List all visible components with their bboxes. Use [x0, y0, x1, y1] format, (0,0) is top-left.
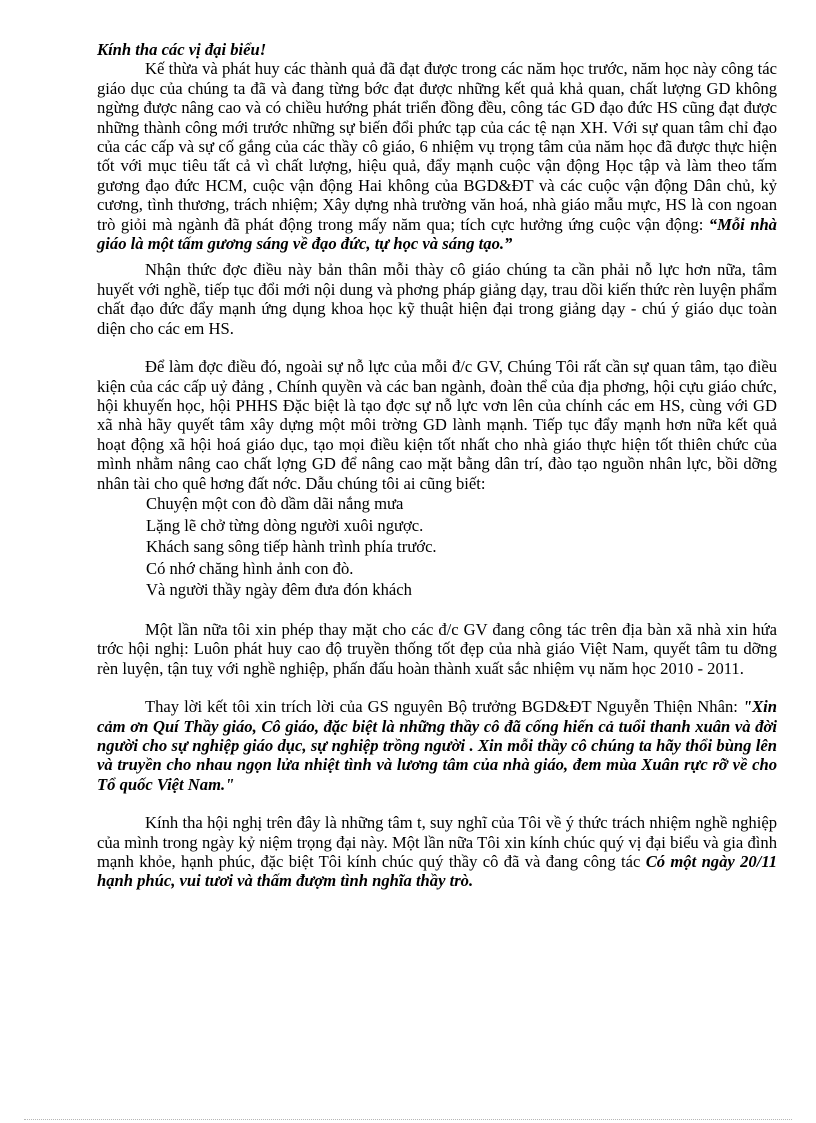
poem-line: Chuyện một con đò dầm dãi nắng mưa [146, 493, 404, 513]
paragraph-intro [97, 59, 777, 253]
document-page [97, 40, 777, 891]
paragraph-quote-text: Thay lời kết tôi xin trích lời của GS nguyên Bộ trưởng BGD&ĐT Nguyễn Thiện Nhân: [145, 697, 743, 717]
paragraph-support: Để làm đợc điều đó, ngoài sự nỗ lực của mỗi đ/c GV, Chúng Tôi rất cần sự quan tâm, tạo điều kiện của các cấp uỷ đảng , Chính quyền và các ban ngành, đoàn thể của địa phơng, hội cựu giáo chức, hội khuyến học, hội PHHS Đặc biệt là tạo đợc sự nỗ lực vơn lên của chính các em HS, cùng với GD xã nhà hãy quyết tâm xây dựng một môi trờng GD lành mạnh. Tiếp tục đẩy mạnh hơn nữa kết quả hoạt động xã hội hoá giáo dục, tạo mọi điều kiện tốt nhất cho nhà giáo thực hiện tốt thiên chức của mình nhằm nâng cao chất lợng GD để nâng cao mặt bằng dân trí, đào tạo nguồn nhân lực, bồi dỡng nhân tài cho quê hơng đất nớc. Dẫu chúng tôi ai cũng biết: [97, 357, 777, 493]
poem-line: Lặng lẽ chở từng dòng người xuôi ngược. [146, 515, 424, 535]
campaign-slogan: “Mỗi nhà giáo là một tấm gương sáng về đạo đức, tự học và sáng tạo.” [97, 214, 777, 254]
paragraph-closing [97, 813, 777, 891]
greeting: Kính tha các vị đại biểu! [97, 40, 267, 59]
poem-line: Và người thầy ngày đêm đưa đón khách [146, 580, 412, 600]
poem-line: Khách sang sông tiếp hành trình phía trước. [146, 537, 437, 557]
poem-block [146, 493, 777, 601]
paragraph-pledge: Một lần nữa tôi xin phép thay mặt cho các đ/c GV đang công tác trên địa bàn xã nhà xin hứa trớc hội nghị: Luôn phát huy cao độ truyền thống tốt đẹp của nhà giáo Việt Nam, quyết tâm tu dỡng rèn luyện, tận tuỵ với nghề nghiệp, phấn đấu hoàn thành xuất sắc nhiệm vụ năm học 2010 - 2011. [97, 619, 777, 678]
poem-line: Có nhớ chăng hình ảnh con đò. [146, 558, 354, 578]
paragraph-intro-text: Kế thừa và phát huy các thành quả đã đạt được trong các năm học trước, năm học này công tác giáo dục của chúng ta đã và đang từng bớc đạt được những kết quả khả quan, chất lượng GD không ngừng được nâng cao và có chiều hướng phát triển đồng đều, công tác GD đạo đức HS cũng đạt được những thành công mới trước những sự biến đổi phức tạp của các tệ nạn XH. Với sự quan tâm chỉ đạo của các cấp và sự cố gắng của các thầy cô giáo, 6 nhiệm vụ trọng tâm của năm học đã được thực hiện tốt với mục tiêu tất cả vì chất lượng, hiệu quả, đẩy mạnh cuộc vận động Học tập và làm theo tấm gương đạo đức HCM, cuộc vận động Hai không của BGD&ĐT và các cuộc vận động Dân chủ, kỷ cương, tình thương, trách nhiệm; Xây dựng nhà trường văn hoá, nhà giáo mẫu mực, HS là con ngoan trò giỏi mà ngành đã phát động trong mấy năm qua; tích cực hưởng ứng cuộc vận động: [97, 59, 777, 234]
page-bottom-divider [24, 1119, 792, 1120]
closing-wish: Có một ngày 20/11 hạnh phúc, vui tươi và thấm đượm tình nghĩa thầy trò. [97, 851, 777, 891]
minister-quote: "Xin cảm ơn Quí Thầy giáo, Cô giáo, đặc biệt là những thầy cô đã cống hiến cả tuổi thanh xuân và đời người cho sự nghiệp giáo dục, sự nghiệp trồng người . Xin mỗi thầy cô chúng ta hãy thổi bùng lên và truyền cho nhau ngọn lửa nhiệt tình và lương tâm của nhà giáo, đem mùa Xuân rực rỡ về cho Tổ quốc Việt Nam." [97, 697, 777, 794]
paragraph-awareness: Nhận thức đợc điều này bản thân mỗi thày cô giáo chúng ta cần phải nỗ lực hơn nữa, tâm huyết với nghề, tiếp tục đổi mới nội dung và phơng pháp giảng dạy, trau dồi kiến thức rèn luyện phẩm chất đạo đức đẩy mạnh ứng dụng khoa học kỹ thuật hiện đại trong giảng dạy - chú ý giáo dục toàn diện cho các em HS. [97, 260, 777, 338]
paragraph-quote [97, 697, 777, 794]
paragraph-closing-text: Kính tha hội nghị trên đây là những tâm t, suy nghĩ của Tôi về ý thức trách nhiệm nghề nghiệp của mình trong ngày kỷ niệm trọng đại này. Một lần nữa Tôi xin kính chúc quý vị đại biểu và gia đình mạnh khỏe, hạnh phúc, đặc biệt Tôi kính chúc quý thầy cô đã và đang công tác [97, 813, 777, 871]
